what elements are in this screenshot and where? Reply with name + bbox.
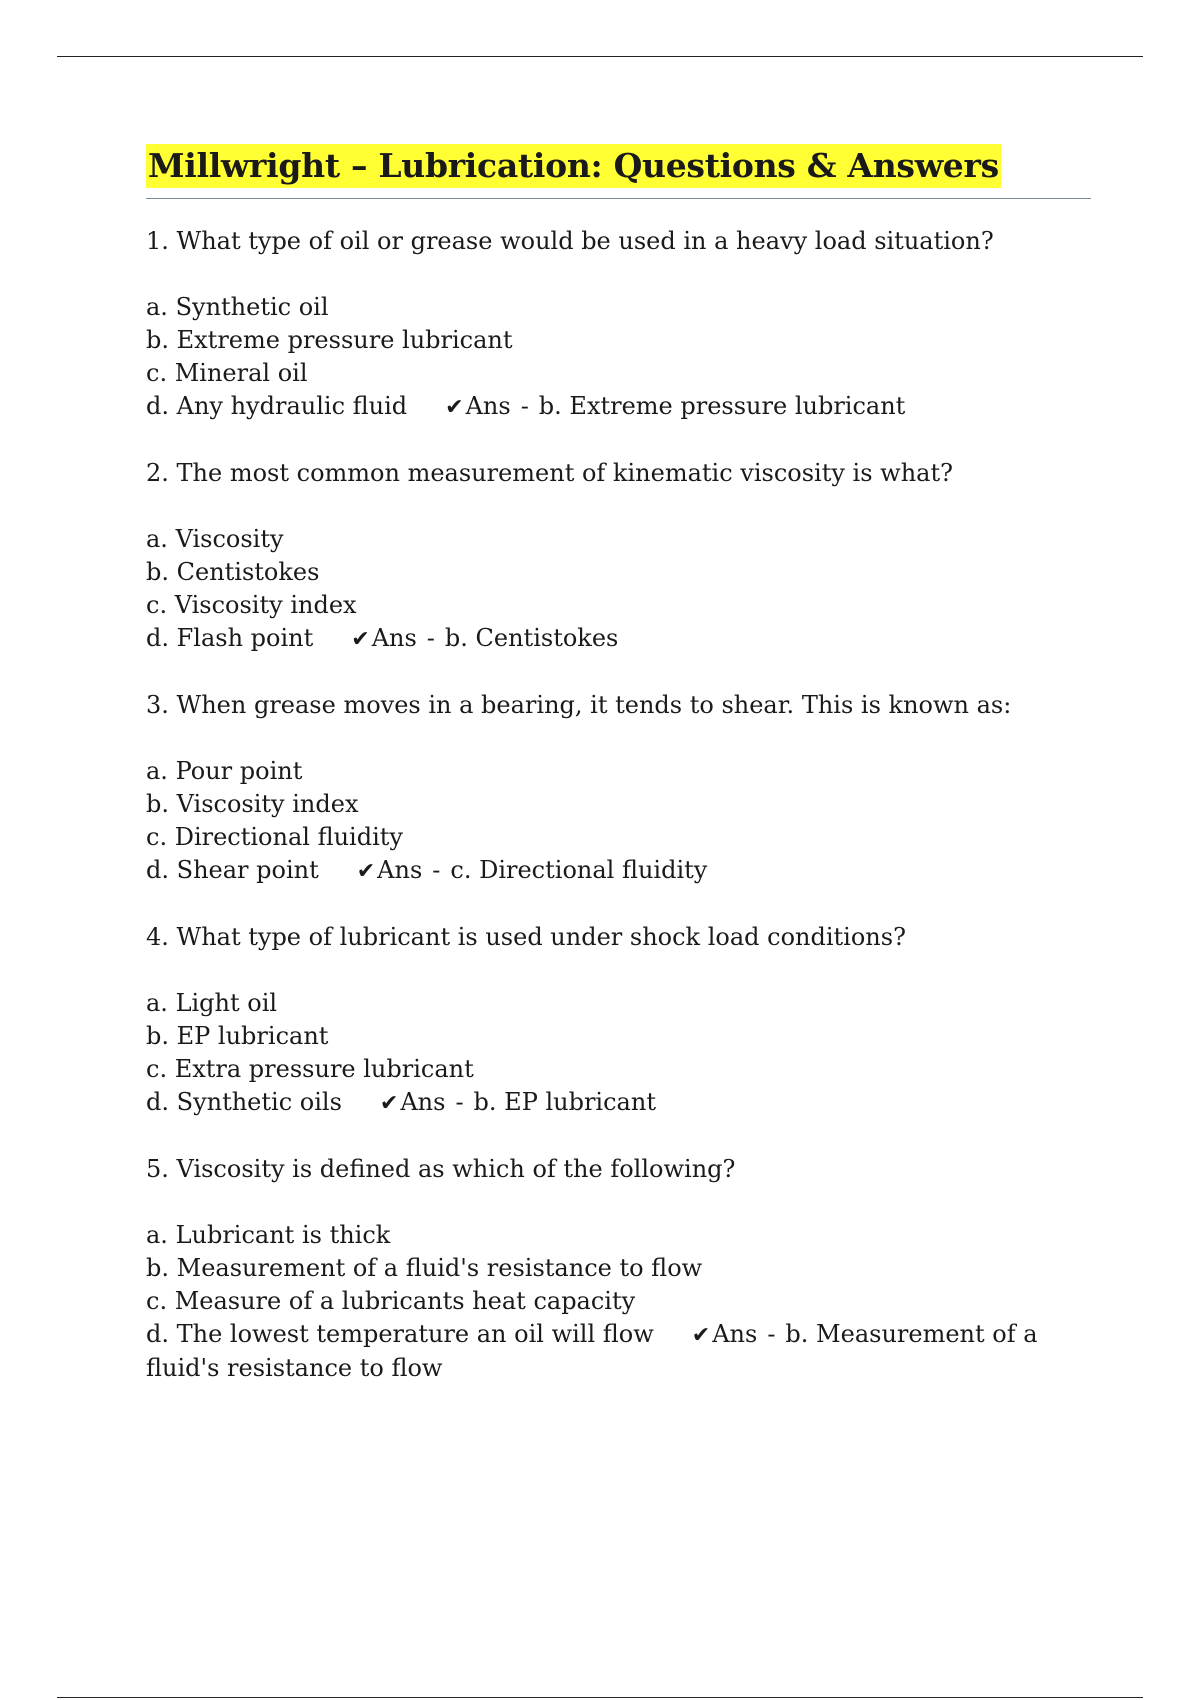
option-b: b. Measurement of a fluid's resistance to flow: [146, 1254, 703, 1282]
answer-separator: -: [432, 856, 441, 884]
option-d: d. Synthetic oils: [146, 1088, 342, 1116]
checkmark-icon: ✔: [356, 859, 376, 884]
page-bottom-rule: [57, 1697, 1143, 1698]
question-block: [146, 921, 1091, 1120]
option-a: a. Light oil: [146, 989, 278, 1017]
option-d: d. Shear point: [146, 856, 319, 884]
answer-label: Ans: [465, 392, 511, 420]
answer-separator: -: [767, 1320, 776, 1348]
answer-label: Ans: [400, 1088, 446, 1116]
answer-separator: -: [520, 392, 529, 420]
option-d-with-answer: [146, 390, 1091, 424]
option-d-with-answer: [146, 622, 1091, 656]
answer: [380, 1088, 656, 1116]
title-block: [146, 144, 1091, 199]
answer: [351, 624, 618, 652]
answer-text: b. Measurement of a fluid's resistance to flow: [146, 1320, 1038, 1382]
page-top-rule: [57, 56, 1143, 57]
option-c: c. Mineral oil: [146, 359, 308, 387]
option-d-with-answer: [146, 854, 1091, 888]
option-a: a. Pour point: [146, 757, 303, 785]
option-d: d. Flash point: [146, 624, 314, 652]
question-text: 1. What type of oil or grease would be used in a heavy load situation?: [146, 227, 994, 255]
answer-text: c. Directional fluidity: [450, 856, 708, 884]
option-d-with-answer: [146, 1318, 1091, 1385]
option-c: c. Directional fluidity: [146, 823, 403, 851]
answer-text: b. Centistokes: [444, 624, 619, 652]
option-b: b. Extreme pressure lubricant: [146, 326, 513, 354]
option-c: c. Extra pressure lubricant: [146, 1055, 474, 1083]
answer-separator: -: [455, 1088, 464, 1116]
option-a: a. Lubricant is thick: [146, 1221, 391, 1249]
question-block: [146, 1153, 1091, 1385]
question-block: [146, 225, 1091, 424]
option-a: a. Synthetic oil: [146, 293, 329, 321]
question-text: 4. What type of lubricant is used under shock load conditions?: [146, 923, 906, 951]
answer: [445, 392, 905, 420]
option-b: b. Viscosity index: [146, 790, 359, 818]
option-c: c. Viscosity index: [146, 591, 357, 619]
checkmark-icon: ✔: [445, 395, 464, 420]
question-block: [146, 457, 1091, 656]
checkmark-icon: ✔: [379, 1091, 399, 1116]
question-text: 3. When grease moves in a bearing, it tends to shear. This is known as:: [146, 691, 1012, 719]
checkmark-icon: ✔: [351, 627, 370, 652]
checkmark-icon: ✔: [691, 1323, 711, 1348]
document-body: [146, 144, 1091, 1418]
option-d-with-answer: [146, 1086, 1091, 1120]
question-text: 2. The most common measurement of kinematic viscosity is what?: [146, 459, 953, 487]
option-b: b. Centistokes: [146, 558, 320, 586]
option-d: d. The lowest temperature an oil will flow: [146, 1320, 654, 1348]
option-a: a. Viscosity: [146, 525, 284, 553]
answer-label: Ans: [371, 624, 417, 652]
answer-label: Ans: [712, 1320, 758, 1348]
answer-separator: -: [426, 624, 435, 652]
answer-label: Ans: [377, 856, 423, 884]
question-text: 5. Viscosity is defined as which of the following?: [146, 1155, 736, 1183]
option-c: c. Measure of a lubricants heat capacity: [146, 1287, 636, 1315]
answer-text: b. Extreme pressure lubricant: [538, 392, 906, 420]
question-block: [146, 689, 1091, 888]
answer-text: b. EP lubricant: [473, 1088, 656, 1116]
page-title: Millwright – Lubrication: Questions & Answers: [146, 144, 1001, 188]
answer: [357, 856, 708, 884]
option-b: b. EP lubricant: [146, 1022, 329, 1050]
option-d: d. Any hydraulic fluid: [146, 392, 408, 420]
